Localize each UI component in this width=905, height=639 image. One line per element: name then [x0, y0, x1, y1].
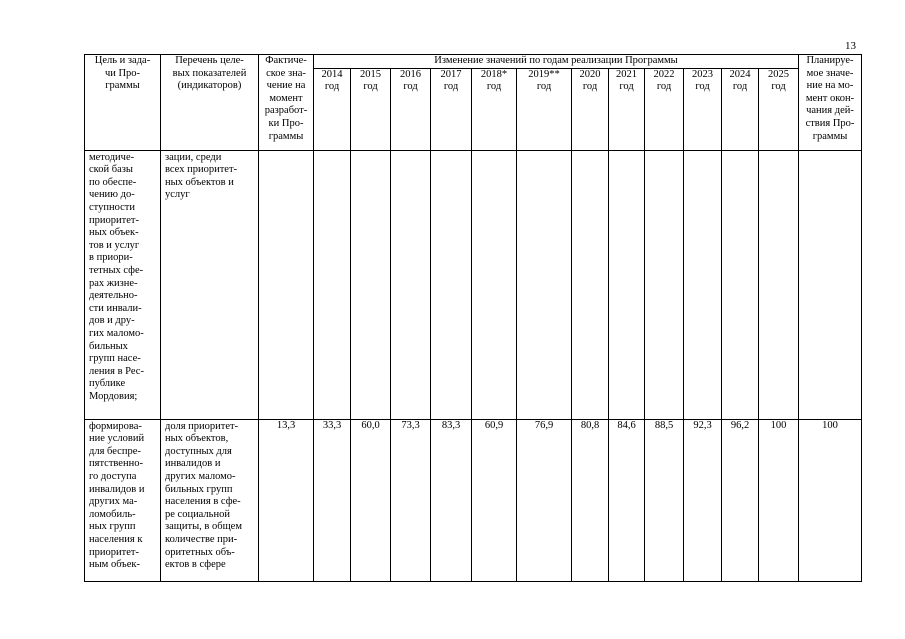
- header-year: 2015 год: [351, 68, 391, 150]
- indicator-cell: зации, среди всех приоритет- ных объектов и услуг: [161, 150, 259, 419]
- header-year: 2018* год: [472, 68, 517, 150]
- year-value-cell: [572, 150, 609, 419]
- year-value-cell: [431, 150, 472, 419]
- year-value-cell: 60,0: [351, 419, 391, 581]
- header-year: 2017 год: [431, 68, 472, 150]
- year-value-cell: 84,6: [609, 419, 645, 581]
- header-year: 2023 год: [684, 68, 722, 150]
- year-value-cell: 80,8: [572, 419, 609, 581]
- year-value-cell: 100: [759, 419, 799, 581]
- header-year: 2014 год: [314, 68, 351, 150]
- year-value-cell: 76,9: [517, 419, 572, 581]
- header-yearly-changes: Изменение значений по годам реализации Программы: [314, 55, 799, 69]
- table-row: [85, 419, 862, 581]
- year-value-cell: [314, 150, 351, 419]
- actual-value-cell: 13,3: [259, 419, 314, 581]
- header-actual-value: Фактиче- ское зна- чение на момент разработ- ки Про- граммы: [259, 55, 314, 151]
- indicator-cell: доля приоритет- ных объектов, доступных для инвалидов и других маломо- бильных групп населения в сфе- ре социальной защиты, в общем количестве при- оритетных объ- ектов в сфере: [161, 419, 259, 581]
- year-value-cell: [759, 150, 799, 419]
- header-year: 2019** год: [517, 68, 572, 150]
- header-year: 2020 год: [572, 68, 609, 150]
- planned-value-cell: 100: [799, 419, 862, 581]
- header-year: 2025 год: [759, 68, 799, 150]
- year-value-cell: 96,2: [722, 419, 759, 581]
- planned-value-cell: [799, 150, 862, 419]
- year-value-cell: [609, 150, 645, 419]
- header-planned-value: Планируе- мое значе- ние на мо- мент окон- чания дей- ствия Про- граммы: [799, 55, 862, 151]
- year-value-cell: [351, 150, 391, 419]
- actual-value-cell: [259, 150, 314, 419]
- page-number: 13: [845, 40, 856, 52]
- year-value-cell: [472, 150, 517, 419]
- header-year: 2016 год: [391, 68, 431, 150]
- header-year: 2021 год: [609, 68, 645, 150]
- year-value-cell: 88,5: [645, 419, 684, 581]
- year-value-cell: [517, 150, 572, 419]
- header-year: 2022 год: [645, 68, 684, 150]
- goal-cell: методиче- ской базы по обеспе- чению до- ступности приоритет- ных объек- тов и услуг в приори- тетных сфе- рах жизне- деятельно- сти инвали- дов и дру- гих маломо- бильных групп насе- ления в Рес- публике Мордовия;: [85, 150, 161, 419]
- goal-cell: формирова- ние условий для беспре- пятственно- го доступа инвалидов и других ма- ломобиль- ных групп населения к приоритет- ным объек-: [85, 419, 161, 581]
- year-value-cell: [645, 150, 684, 419]
- header-year: 2024 год: [722, 68, 759, 150]
- year-value-cell: 92,3: [684, 419, 722, 581]
- year-value-cell: [684, 150, 722, 419]
- year-value-cell: 33,3: [314, 419, 351, 581]
- year-value-cell: 60,9: [472, 419, 517, 581]
- year-value-cell: [391, 150, 431, 419]
- header-goals: Цель и зада- чи Про- граммы: [85, 55, 161, 151]
- year-value-cell: 73,3: [391, 419, 431, 581]
- program-indicators-table: [84, 54, 862, 582]
- header-indicators: Перечень целе- вых показателей (индикаторов): [161, 55, 259, 151]
- year-value-cell: [722, 150, 759, 419]
- year-value-cell: 83,3: [431, 419, 472, 581]
- table-row: [85, 150, 862, 419]
